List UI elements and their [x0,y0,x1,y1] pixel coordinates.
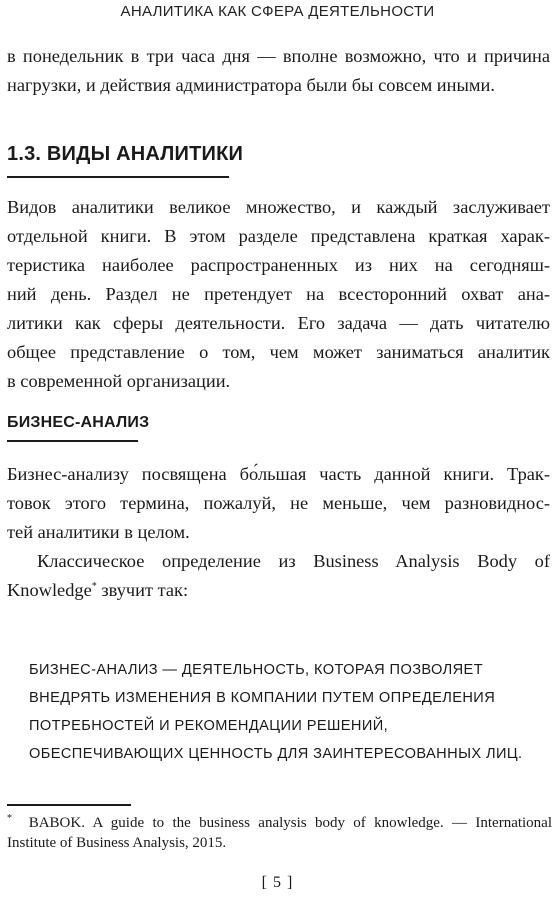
quote-line: ОБЕСПЕЧИВАЮЩИХ ЦЕННОСТЬ ДЛЯ ЗАИНТЕРЕСОВАННЫХ ЛИЦ. [29,746,523,762]
text-line: товок этого термина, пожалуй, не меньше, чем разновиднос- [7,493,550,513]
footnote-separator [7,804,131,806]
footnote-marker: * [7,813,12,824]
quote-line: ВНЕДРЯТЬ ИЗМЕНЕНИЯ В КОМПАНИИ ПУТЕМ ОПРЕДЕЛЕНИЯ [29,690,496,706]
running-head: АНАЛИТИКА КАК СФЕРА ДЕЯТЕЛЬНОСТИ [120,3,435,20]
subsection-title-underline [7,440,138,442]
text-line: общее представление о том, чем может заниматься аналитик [7,342,550,362]
text-line: Видов аналитики великое множество, и каждый заслуживает [7,197,550,217]
footnote-line: Institute of Business Analysis, 2015. [7,835,227,851]
intro-paragraph [7,42,550,100]
text-line: ний день. Раздел не претендует на всесторонний охват ана- [7,284,550,304]
text-line: в понедельник в три часа дня — вполне возможно, что и причина [7,46,550,66]
footnote-text: BABOK. A guide to the business analysis body of knowledge. — International [28,815,553,831]
footnote [7,813,552,853]
footnote-line [7,813,552,833]
text-fragment: звучит так: [96,580,189,600]
definition-quote [29,656,523,768]
text-line [7,576,550,605]
quote-line: БИЗНЕС-АНАЛИЗ — ДЕЯТЕЛЬНОСТЬ, КОТОРАЯ ПОЗВОЛЯЕТ [29,662,484,678]
section-paragraph [7,193,550,396]
section-title: 1.3. ВИДЫ АНАЛИТИКИ [7,143,244,165]
subsection-title: БИЗНЕС-АНАЛИЗ [7,414,150,431]
text-line: Бизнес-анализу посвящена бо́льшая часть данной книги. Трак- [7,464,550,484]
text-line: в современной организации. [7,371,231,391]
definition-paragraph [7,547,550,605]
text-line: нагрузки, и действия администратора были бы совсем иными. [7,75,495,95]
footnote-marker: * [91,580,97,592]
text-line: отдельной книги. В этом разделе представлена краткая харак- [7,226,550,246]
section-title-underline [7,176,229,178]
text-line: Классическое определение из Business Analysis Body of [37,551,550,571]
text-line: теристика наиболее распространенных из них на сегодняш- [7,255,550,275]
business-analysis-paragraph [7,460,550,547]
quote-line: ПОТРЕБНОСТЕЙ И РЕКОМЕНДАЦИИ РЕШЕНИЙ, [29,718,389,734]
text-line: литики как сферы деятельности. Его задача — дать читателю [7,313,550,333]
text-fragment: Knowledge [7,580,92,600]
page-number: [ 5 ] [261,874,294,891]
text-line: тей аналитики в целом. [7,522,190,542]
